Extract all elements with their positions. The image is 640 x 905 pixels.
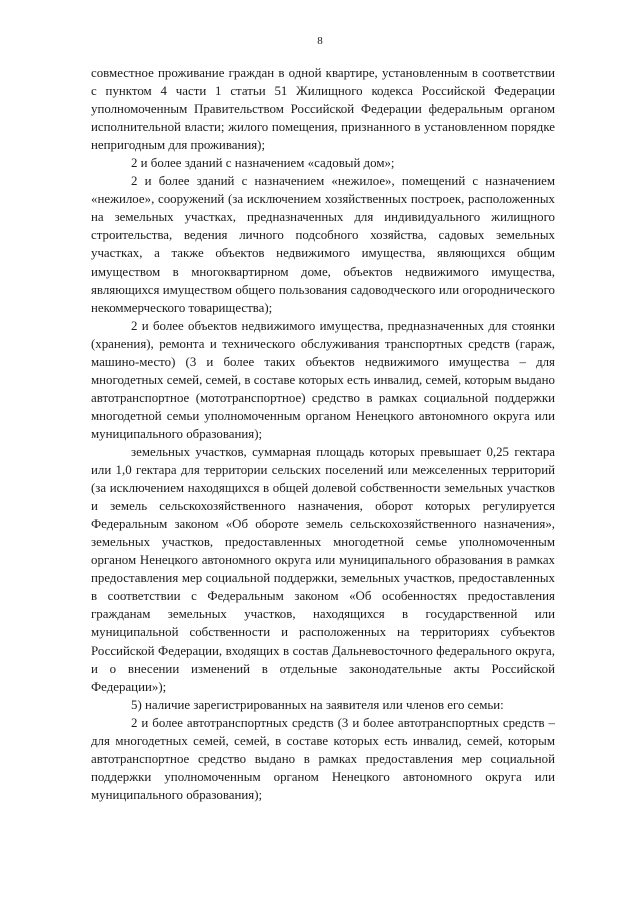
paragraph-vehicle-storage: 2 и более объектов недвижимого имущества, предназначенных для стоянки (хранения), ремонта и технического обслуживания транспортных средств (гараж, машино-место) (3 и более таких объектов недвижимого имущества – для многодетных семей, семей, в составе которых есть инвалид, семей, которым выдано автотранспортное (мототранспортное) средство в рамках социальной поддержки многодетной семьи уполномоченным органом Ненецкого автономного округа или муниципального образования); xyxy=(91,318,555,441)
paragraph-land-plots: земельных участков, суммарная площадь которых превышает 0,25 гектара или 1,0 гектара для территории сельских поселений или межселенных территорий (за исключением находящихся в общей долевой собственности земельных участков и земель сельскохозяйственного назначения, оборот которых регулируется Федеральным законом «Об обороте земель сельскохозяйственного назначения», земельных участков, предоставленных многодетной семье уполномоченным органом Ненецкого автономного округа или муниципального образования в рамках предоставления мер социальной поддержки, земельных участков, предоставленных в соответствии с Федеральным законом «Об особенностях предоставления гражданам земельных участков, находящихся в государственной или муниципальной собственности и расположенных на территориях субъектов Российской Федерации, входящих в состав Дальневосточного федерального округа, и о внесении изменений в отдельные законодательные акты Российской Федерации»); xyxy=(91,444,555,694)
paragraph-motor-vehicles: 2 и более автотранспортных средств (3 и более автотранспортных средств – для многодетных семей, семей, в составе которых есть инвалид, семей, которым автотранспортное средство выдано в рамках предоставления мер социальной поддержки уполномоченным органом Ненецкого автономного округа или муниципального образования); xyxy=(91,715,555,802)
paragraph-cohabitation-clause: совместное проживание граждан в одной квартире, установленным в соответствии с пунктом 4 части 1 статьи 51 Жилищного кодекса Российской Федерации уполномоченным Правительством Российской Федерации федеральным органом исполнительной власти; жилого помещения, признанного в установленном порядке непригодным для проживания); xyxy=(91,66,555,153)
paragraph-nonresidential-buildings: 2 и более зданий с назначением «нежилое», помещений с назначением «нежилое», сооружений (за исключением хозяйственных построек, расположенных на земельных участках, предназначенных для индивидуального жилищного строительства, ведения личного подсобного хозяйства, садовых земельных участках, а также объектов недвижимого имущества, являющихся общим имуществом в многоквартирном доме, объектов недвижимого имущества, являющихся имуществом общего пользования садоводческого или огороднического некоммерческого товарищества); xyxy=(91,174,555,315)
paragraph-garden-houses: 2 и более зданий с назначением «садовый дом»; xyxy=(131,156,395,171)
paragraph-item-5-registered-property: 5) наличие зарегистрированных на заявителя или членов его семьи: xyxy=(131,697,504,712)
page-number: 8 xyxy=(317,35,323,47)
document-body xyxy=(91,64,555,804)
